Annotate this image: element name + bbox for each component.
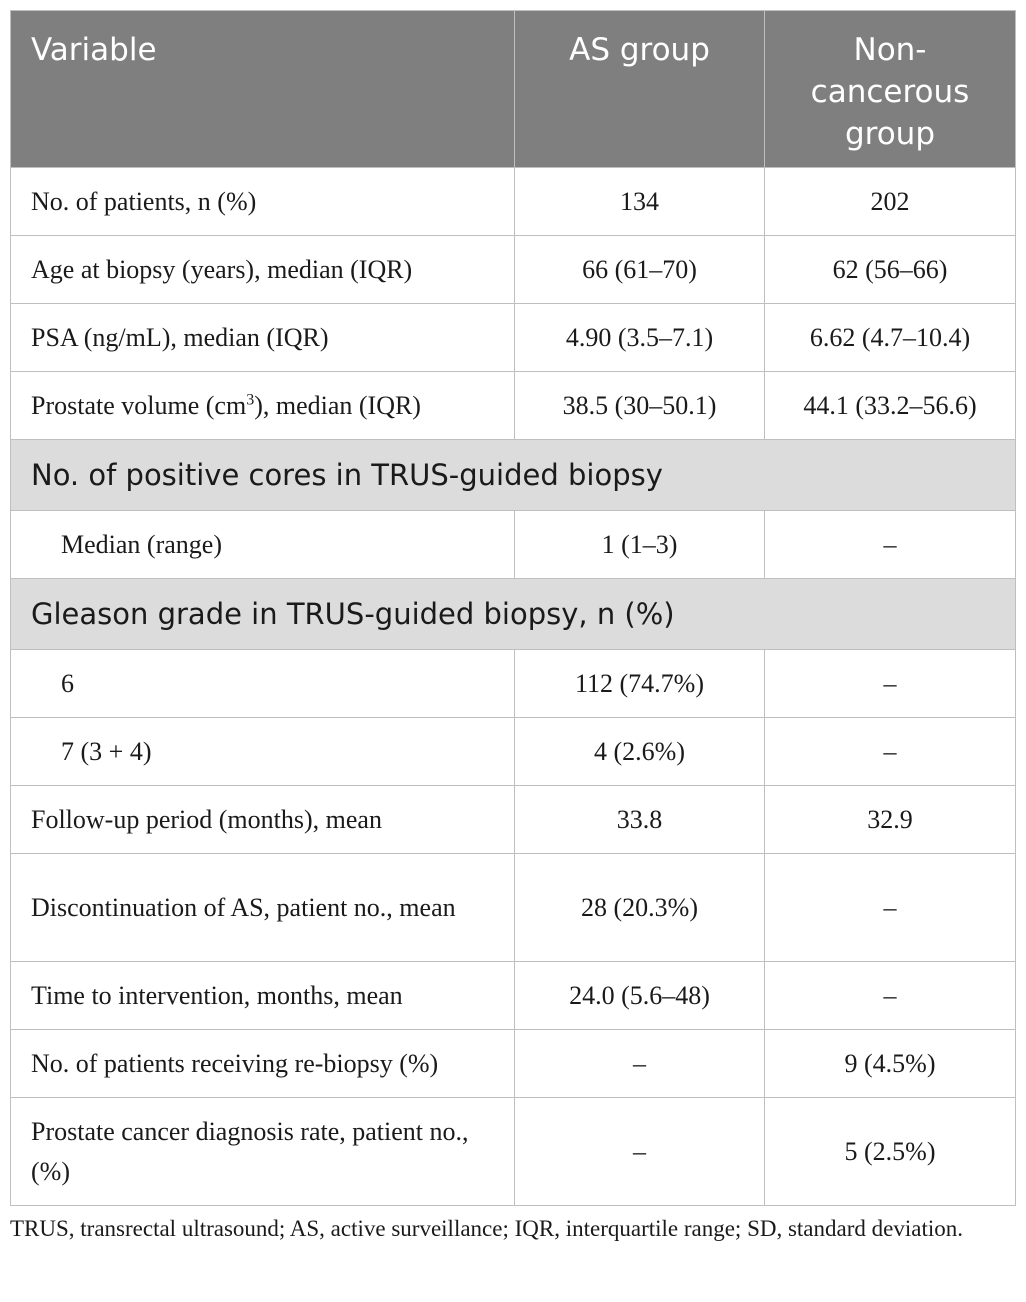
table-row <box>11 962 1016 1030</box>
row-label: PSA (ng/mL), median (IQR) <box>11 304 515 372</box>
as-group-value: 4.90 (3.5–7.1) <box>515 304 765 372</box>
table-row <box>11 1098 1016 1206</box>
table-row <box>11 511 1016 579</box>
superscript: 3 <box>246 390 255 408</box>
section-row <box>11 579 1016 650</box>
section-row <box>11 440 1016 511</box>
table-header <box>11 11 1016 168</box>
row-label: No. of patients, n (%) <box>11 168 515 236</box>
row-label <box>11 372 515 440</box>
table-body <box>11 168 1016 1206</box>
as-group-value: 38.5 (30–50.1) <box>515 372 765 440</box>
table-row <box>11 304 1016 372</box>
as-group-value: 66 (61–70) <box>515 236 765 304</box>
section-label: Gleason grade in TRUS-guided biopsy, n (%) <box>11 579 1016 650</box>
row-label: Follow-up period (months), mean <box>11 786 515 854</box>
row-label: Prostate cancer diagnosis rate, patient no., (%) <box>11 1098 515 1206</box>
non-cancerous-value: 62 (56–66) <box>765 236 1016 304</box>
row-label: Time to intervention, months, mean <box>11 962 515 1030</box>
table-row <box>11 372 1016 440</box>
header-as-group: AS group <box>515 11 765 168</box>
non-cancerous-value: 5 (2.5%) <box>765 1098 1016 1206</box>
as-group-value: 1 (1–3) <box>515 511 765 579</box>
table-row <box>11 650 1016 718</box>
header-variable: Variable <box>11 11 515 168</box>
row-label: No. of patients receiving re-biopsy (%) <box>11 1030 515 1098</box>
as-group-value: 112 (74.7%) <box>515 650 765 718</box>
row-label: 6 <box>11 650 515 718</box>
table-row <box>11 718 1016 786</box>
as-group-value: 134 <box>515 168 765 236</box>
table-container <box>10 10 1015 1246</box>
table-row <box>11 1030 1016 1098</box>
as-group-value: 4 (2.6%) <box>515 718 765 786</box>
non-cancerous-value: 202 <box>765 168 1016 236</box>
row-label: Median (range) <box>11 511 515 579</box>
non-cancerous-value: – <box>765 854 1016 962</box>
non-cancerous-value: 32.9 <box>765 786 1016 854</box>
non-cancerous-value: – <box>765 511 1016 579</box>
as-group-value: – <box>515 1030 765 1098</box>
as-group-value: 28 (20.3%) <box>515 854 765 962</box>
non-cancerous-value: – <box>765 718 1016 786</box>
section-label: No. of positive cores in TRUS-guided biopsy <box>11 440 1016 511</box>
row-label-before: Prostate volume (cm <box>31 390 247 420</box>
non-cancerous-value: 44.1 (33.2–56.6) <box>765 372 1016 440</box>
non-cancerous-value: 9 (4.5%) <box>765 1030 1016 1098</box>
non-cancerous-value: – <box>765 650 1016 718</box>
data-table <box>10 10 1016 1206</box>
row-label: 7 (3 + 4) <box>11 718 515 786</box>
row-label: Age at biopsy (years), median (IQR) <box>11 236 515 304</box>
row-label-after: ), median (IQR) <box>254 390 421 420</box>
table-row <box>11 168 1016 236</box>
table-row <box>11 786 1016 854</box>
row-label: Discontinuation of AS, patient no., mean <box>11 854 515 962</box>
table-row <box>11 236 1016 304</box>
non-cancerous-value: – <box>765 962 1016 1030</box>
table-row <box>11 854 1016 962</box>
as-group-value: 24.0 (5.6–48) <box>515 962 765 1030</box>
header-row <box>11 11 1016 168</box>
as-group-value: – <box>515 1098 765 1206</box>
as-group-value: 33.8 <box>515 786 765 854</box>
non-cancerous-value: 6.62 (4.7–10.4) <box>765 304 1016 372</box>
header-non-cancerous-group: Non-cancerous group <box>765 11 1016 168</box>
table-footnote: TRUS, transrectal ultrasound; AS, active surveillance; IQR, interquartile range; SD, standard deviation. <box>10 1216 963 1241</box>
